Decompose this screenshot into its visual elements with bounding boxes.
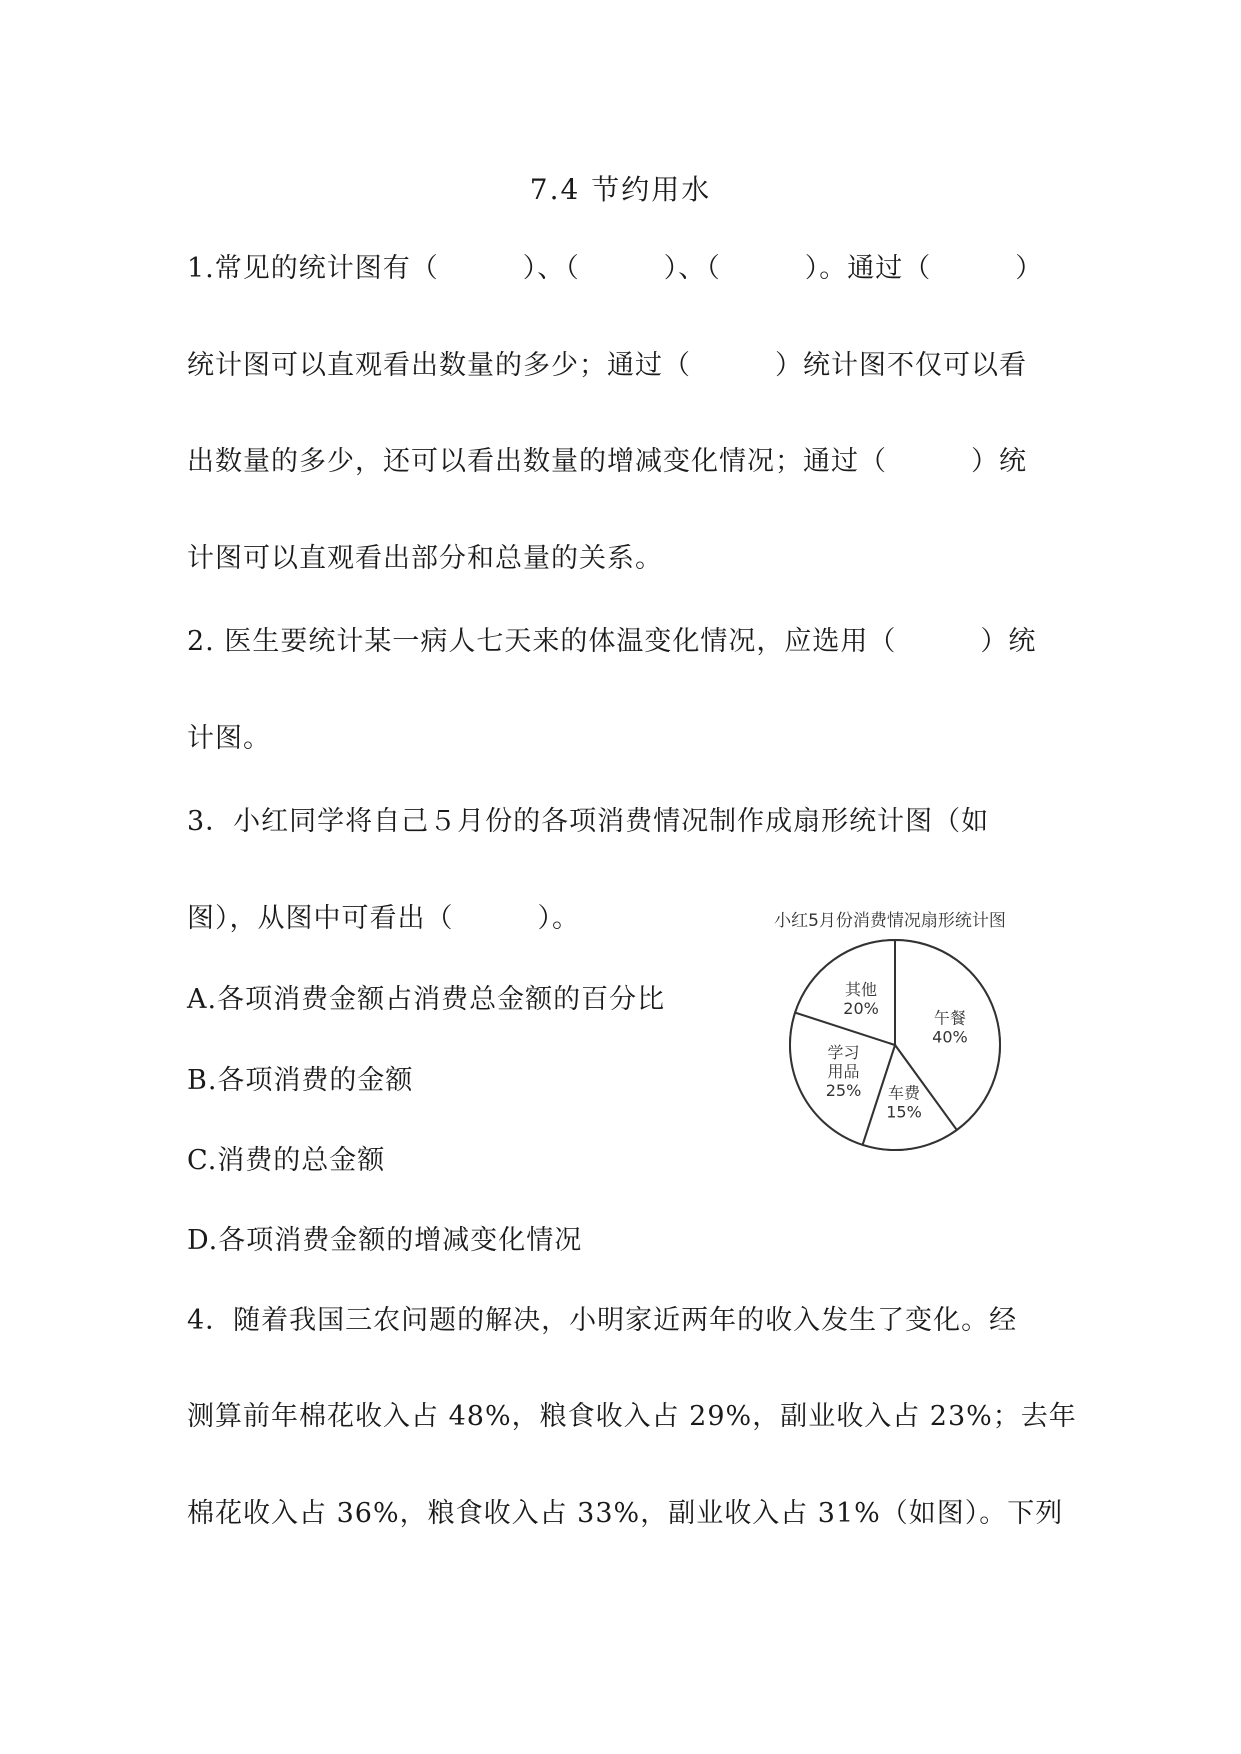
pie-chart	[780, 930, 1010, 1160]
question-4-line-3: 棉花收入占 36%，粮食收入占 33%，副业收入占 31%（如图）。下列	[187, 1498, 1064, 1529]
slice-percent-label: 40%	[932, 1027, 968, 1047]
option-b: B.各项消费的金额	[187, 1065, 414, 1096]
page-title: 7.4 节约用水	[529, 173, 712, 206]
question-1-line-2: 统计图可以直观看出数量的多少；通过（ ）统计图不仅可以看	[187, 350, 1027, 381]
chart-title: 小红5月份消费情况扇形统计图	[774, 911, 1006, 931]
question-3-line-1: 3．小红同学将自己５月份的各项消费情况制作成扇形统计图（如	[187, 806, 990, 837]
slice-percent-label: 15%	[886, 1102, 922, 1122]
question-1-line-3: 出数量的多少，还可以看出数量的增减变化情况；通过（ ）统	[187, 446, 1027, 477]
slice-percent-label: 20%	[843, 998, 879, 1018]
slice-name-label: 用品	[827, 1062, 860, 1082]
question-4-line-1: 4．随着我国三农问题的解决，小明家近两年的收入发生了变化。经	[187, 1305, 1018, 1336]
question-2-line-1: 2. 医生要统计某一病人七天来的体温变化情况，应选用（ ）统	[187, 626, 1037, 657]
slice-name-label: 其他	[845, 979, 878, 999]
question-1-line-4: 计图可以直观看出部分和总量的关系。	[187, 543, 663, 574]
option-d: D.各项消费金额的增减变化情况	[187, 1225, 583, 1256]
slice-name-label: 午餐	[933, 1008, 966, 1028]
option-a: A.各项消费金额占消费总金额的百分比	[187, 984, 666, 1015]
slice-name-label: 车费	[888, 1083, 921, 1103]
question-4-line-2: 测算前年棉花收入占 48%，粮食收入占 29%，副业收入占 23%；去年	[187, 1401, 1077, 1432]
slice-name-label: 学习	[827, 1043, 860, 1063]
question-3-line-2: 图），从图中可看出（ ）。	[187, 903, 580, 934]
question-2-line-2: 计图。	[187, 723, 271, 754]
slice-percent-label: 25%	[825, 1081, 862, 1101]
question-1-line-1: 1.常见的统计图有（ ）、（ ）、（ ）。通过（ ）	[187, 253, 1044, 284]
option-c: C.消费的总金额	[187, 1145, 386, 1176]
